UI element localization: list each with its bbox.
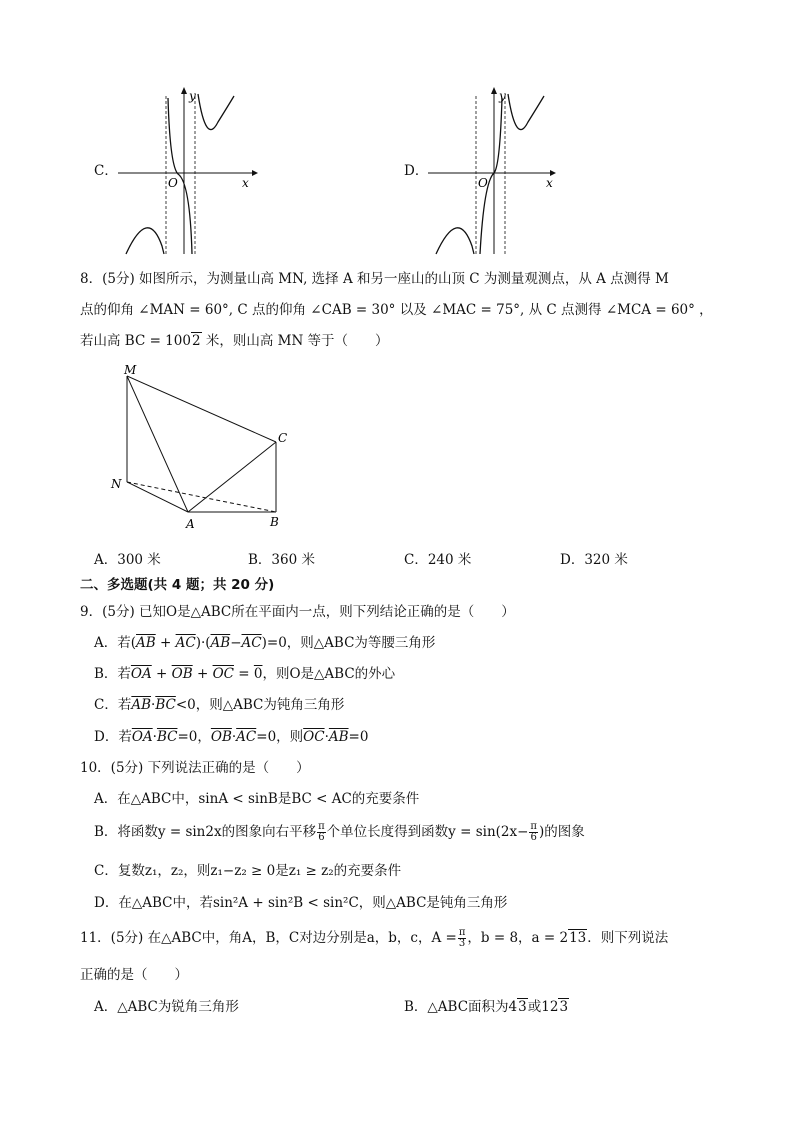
origin-label: O bbox=[478, 176, 488, 190]
section-title: 二、多选题(共 4 题；共 20 分) bbox=[80, 577, 275, 593]
point-A-label: A bbox=[186, 517, 195, 531]
q10-stem: 10．(5分) 下列说法正确的是（ ） bbox=[80, 760, 310, 776]
segment-NA bbox=[127, 482, 188, 512]
q10-option-c: C．复数z₁，z₂，则z₁−z₂ ≥ 0是z₁ ≥ z₂的充要条件 bbox=[94, 863, 402, 879]
q11-stem-line2: 正确的是（ ） bbox=[80, 967, 188, 983]
option-d-label: D． bbox=[404, 163, 429, 179]
q10-option-b: B．将函数y = sin2x的图象向右平移 $\frac{\pi}{6}$ 个单位长度得到函数y = sin(2x− $\frac{\pi}{6}$ )的图象 bbox=[94, 821, 585, 843]
segment-MC bbox=[127, 376, 276, 442]
q8-option-d: D．320 米 bbox=[560, 552, 628, 568]
curve-left-branch bbox=[126, 228, 164, 254]
point-C-label: C bbox=[278, 431, 288, 445]
y-axis-arrow bbox=[181, 87, 187, 94]
point-B-label: B bbox=[270, 515, 279, 529]
q11-option-a: A．△ABC为锐角三角形 bbox=[94, 999, 239, 1015]
graph-option-d bbox=[428, 86, 568, 256]
q8-stem-line3: 若山高 BC = 1002 米，则山高 MN 等于（ ） bbox=[80, 333, 389, 349]
curve-right-branch bbox=[508, 94, 544, 130]
point-M-label: M bbox=[124, 363, 137, 377]
q8-stem-line1: 8．(5分) 如图所示，为测量山高 MN, 选择 A 和另一座山的山顶 C 为测量观测点，从 A 点测得 M bbox=[80, 271, 669, 287]
origin-label: O bbox=[168, 176, 178, 190]
q10-option-a: A．在△ABC中，sinA < sinB是BC < AC的充要条件 bbox=[94, 791, 420, 807]
q11-stem-line1: 11．(5分) 在△ABC中，角A，B，C对边分别是a，b，c，A = $\frac{\pi}{3}$ ，b = 8，a = 213．则下列说法 bbox=[80, 927, 669, 949]
segment-NB-dashed bbox=[127, 482, 276, 512]
q8-stem-line2: 点的仰角 ∠MAN = 60°, C 点的仰角 ∠CAB = 30° 以及 ∠MAC = 75°, 从 C 点测得 ∠MCA = 60° ， bbox=[80, 302, 713, 318]
segment-AC bbox=[188, 442, 276, 512]
q9-option-a: A．若$(\overline{AB} + \overline{AC})\cdot(\overline{AB}-\overline{AC})=0$，则△ABC为等腰三角形 bbox=[94, 635, 436, 651]
curve-right-branch bbox=[198, 94, 234, 130]
q8-option-a: A．300 米 bbox=[94, 552, 161, 568]
y-axis-arrow bbox=[491, 87, 497, 94]
q11-option-b: B．△ABC面积为43或123 bbox=[404, 999, 569, 1015]
graph-option-c bbox=[118, 86, 258, 256]
x-axis-label: x bbox=[546, 176, 553, 190]
q9-option-d: D．若$\overline{OA}\cdot\overline{BC}=0$，$\overline{OB}\cdot\overline{AC}=0$，则$\overline{OC}\cdot\overline{AB}=0$ bbox=[94, 729, 369, 745]
q8-option-c: C．240 米 bbox=[404, 552, 472, 568]
point-N-label: N bbox=[111, 477, 122, 491]
q8-figure bbox=[100, 360, 300, 535]
y-axis-label: y bbox=[499, 89, 506, 103]
y-axis-label: y bbox=[189, 89, 196, 103]
option-c-label: C． bbox=[94, 163, 118, 179]
x-axis-arrow bbox=[252, 170, 258, 176]
q8-option-b: B．360 米 bbox=[248, 552, 315, 568]
segment-MA bbox=[127, 376, 188, 512]
curve-left-branch bbox=[436, 228, 474, 254]
q9-option-b: B．若$\overline{OA} + \overline{OB} + \overline{OC} = 0$，则O是△ABC的外心 bbox=[94, 666, 396, 682]
q10-option-d: D．在△ABC中，若sin²A + sin²B < sin²C，则△ABC是钝角三角形 bbox=[94, 895, 508, 911]
q9-option-c: C．若$\overline{AB}\cdot\overline{BC}<0$，则△ABC为钝角三角形 bbox=[94, 697, 345, 713]
x-axis-label: x bbox=[242, 176, 249, 190]
q9-stem: 9．(5分) 已知O是△ABC所在平面内一点，则下列结论正确的是（ ） bbox=[80, 604, 515, 620]
